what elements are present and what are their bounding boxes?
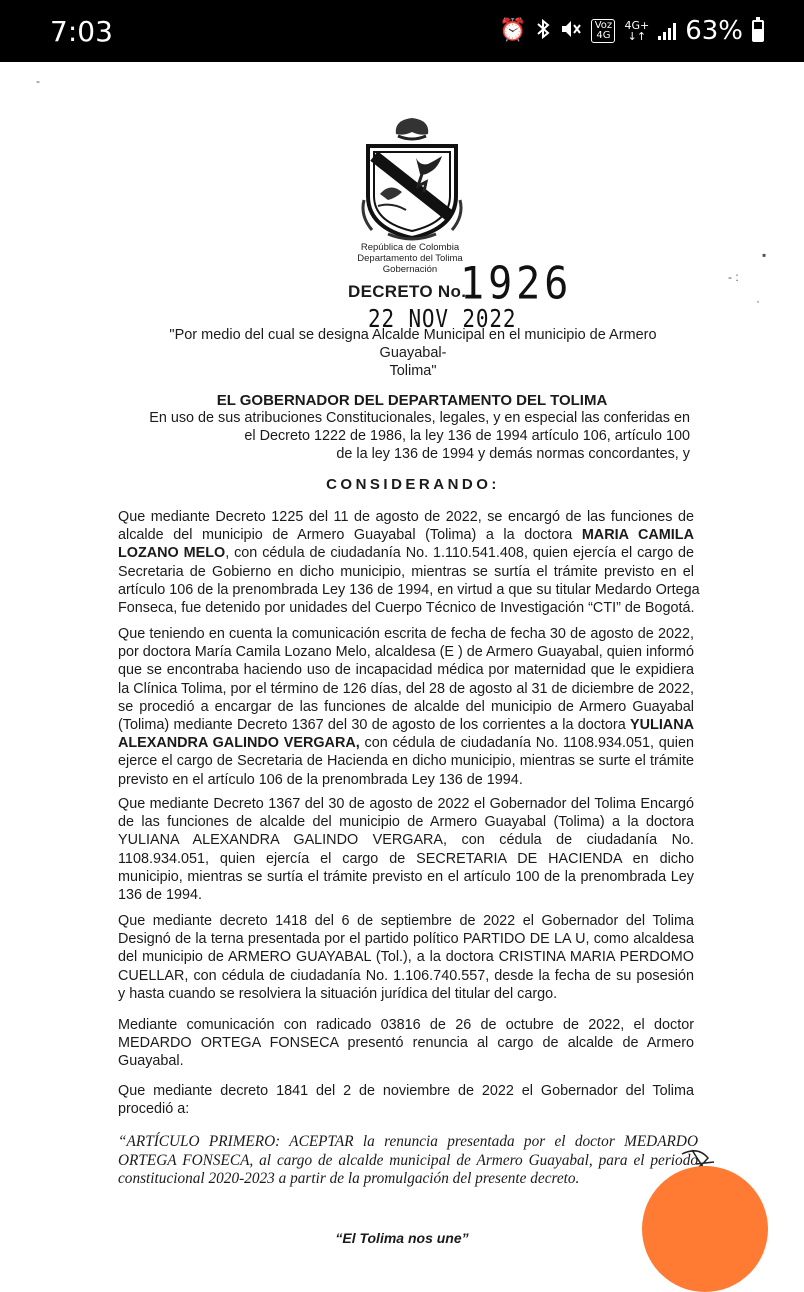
document-page[interactable] <box>0 62 804 1280</box>
quote-line: ORTEGA FONSECA, al cargo de alcalde municipal de Armero Guayabal, para el periodo <box>118 1151 698 1169</box>
gov-line: Gobernación <box>382 264 438 275</box>
text-segment: Que mediante decreto 1418 del 6 de septiembre de 2022 el Gobernador del Tolima <box>118 913 694 929</box>
attribution-line: de la ley 136 de 1994 y demás normas concordantes, y <box>336 446 690 462</box>
decreto-label: DECRETO No. <box>348 282 467 301</box>
paragraph-line <box>118 625 694 643</box>
bold-name: MARIA CAMILA <box>581 527 694 544</box>
network-4g-icon: 4G+ ↓↑ <box>624 19 650 43</box>
paragraph-line <box>118 831 694 849</box>
text-segment: Designó de la terna presentada por el partido político PARTIDO DE LA U, como alcaldesa <box>118 931 694 948</box>
article-quote <box>118 1133 698 1189</box>
paragraph-line <box>118 967 694 985</box>
text-segment: con cédula de ciudadanía No. 1108.934.051, quien <box>359 735 694 752</box>
paragraph-line <box>118 734 694 752</box>
text-segment: ejerce el cargo de Secretaria de Hacienda en dicho municipio, mientras se surte el trámite <box>118 753 694 770</box>
decreto-number: 1926 <box>460 258 573 310</box>
scan-speck: ▪ <box>762 248 767 262</box>
text-segment: que se encontraba haciendo uso de incapacidad médica por maternidad que le expidiera <box>118 662 694 679</box>
scan-speck: - <box>36 74 40 88</box>
text-segment: 1108.934.051, quien ejercía el cargo de SECRETARIA DE HACIENDA en dicho <box>118 850 694 867</box>
text-segment: artículo 106 de la prenombrada Ley 136 de 1994, en virtud a que su titular Medardo Ortega <box>118 581 700 598</box>
paragraph-line <box>118 1052 694 1070</box>
paragraph-line <box>118 948 694 966</box>
bluetooth-icon <box>535 18 551 45</box>
paragraph-line <box>118 508 694 526</box>
subject-line: "Por medio del cual se designa Alcalde Municipal en el municipio de Armero <box>169 327 657 343</box>
text-segment: alcalde del municipio de Armero Guayabal (Tolima) a la doctora <box>118 527 582 544</box>
bold-name: YULIANA <box>630 717 694 734</box>
considerando-heading: CONSIDERANDO: <box>326 476 500 493</box>
text-segment: la Clínica Tolima, por el término de 126 días, del 28 de agosto al 31 de diciembre de 2022, <box>118 680 694 697</box>
paragraph-line <box>118 599 694 617</box>
paragraph-line <box>118 716 694 734</box>
paragraph-line <box>118 813 694 831</box>
footer-slogan: “El Tolima nos une” <box>335 1230 469 1246</box>
text-segment: (Tolima) mediante Decreto 1367 del 30 de agosto de los corrientes a la doctora <box>118 717 631 734</box>
decreto-date-stamp: 22 NOV 2022 <box>368 304 517 333</box>
paragraph-line <box>118 930 694 948</box>
volte-icon: Voz 4G <box>591 19 615 43</box>
signal-icon <box>658 22 676 40</box>
bold-name: LOZANO MELO <box>118 545 226 562</box>
text-segment: Secretaria de Gobierno en dicho municipio, mientras se surtía el trámite previsto en el <box>118 563 694 580</box>
scan-speck: - : <box>728 270 739 284</box>
paragraph-line <box>118 544 694 562</box>
paragraph-line <box>118 1100 694 1118</box>
paragraph-line <box>118 752 694 770</box>
alarm-icon: ⏰ <box>499 18 527 43</box>
paragraph-line <box>118 526 694 544</box>
paragraph-line <box>118 661 694 679</box>
gov-line: Departamento del Tolima <box>357 253 463 264</box>
text-segment: Que mediante Decreto 1225 del 11 de agosto de 2022, se encargó de las funciones de <box>118 509 694 525</box>
decree-subject <box>118 326 708 380</box>
paragraph-line <box>118 643 694 661</box>
text-segment: Que mediante Decreto 1367 del 30 de agosto de 2022 el Gobernador del Tolima Encargó <box>118 796 694 812</box>
text-segment: municipio, mientras se surtía el trámite previsto en el artículo 100 de la prenombrada Ley <box>118 868 694 885</box>
text-segment: MEDARDO ORTEGA FONSECA presentó renuncia al cargo de alcalde de Armero <box>118 1035 694 1052</box>
text-segment: por doctora María Camila Lozano Melo, alcaldesa (E ) de Armero Guayabal, quien informó <box>118 644 694 661</box>
text-segment: procedió a: <box>118 1101 190 1118</box>
network-label: 4G+ <box>624 19 650 32</box>
paragraph-line <box>118 912 694 930</box>
text-segment: , con cédula de ciudadanía No. 1.110.541.408, quien ejercía el cargo de <box>225 545 694 562</box>
quote-line: constitucional 2020-2023 a partir de la promulgación del presente decreto. <box>118 1170 580 1187</box>
attribution-line: el Decreto 1222 de 1986, la ley 136 de 1994 artículo 106, artículo 100 <box>244 428 690 444</box>
paragraph-line <box>118 771 694 789</box>
considerando-paragraph <box>118 912 694 1003</box>
quote-line: “ARTÍCULO PRIMERO: ACEPTAR la renuncia presentada por el doctor MEDARDO <box>118 1133 698 1150</box>
paragraph-line <box>118 795 694 813</box>
considerando-paragraph <box>118 1016 694 1071</box>
paragraph-line <box>118 1082 694 1100</box>
paragraph-line <box>118 1034 694 1052</box>
paragraph-line <box>118 680 694 698</box>
considerando-paragraph <box>118 1082 694 1118</box>
considerando-paragraph <box>118 795 694 904</box>
paragraph-line <box>118 563 694 581</box>
status-icons <box>499 16 764 46</box>
paragraph-line <box>118 886 694 904</box>
text-segment: CUELLAR, con cédula de ciudadanía No. 1.106.740.557, desde la fecha de su posesión <box>118 967 694 984</box>
text-segment: se procedió a encargar de las funciones de alcalde del municipio de Armero Guayabal <box>118 698 694 715</box>
status-time: 7:03 <box>50 14 113 48</box>
text-segment: de las funciones de alcalde del municipio de Armero Guayabal (Tolima) a la doctora <box>118 814 694 831</box>
text-segment: previsto en el artículo 106 de la prenombrada Ley 136 de 1994. <box>118 771 523 788</box>
text-segment: y hasta cuando se resolviera la situación jurídica del titular del cargo. <box>118 985 558 1002</box>
paragraph-line <box>118 698 694 716</box>
text-segment: Guayabal. <box>118 1053 184 1070</box>
gov-line: República de Colombia <box>360 242 460 253</box>
text-segment: del municipio de ARMERO GUAYABAL (Tol.), a la doctora CRISTINA MARIA PERDOMO <box>118 949 694 966</box>
paragraph-line <box>118 850 694 868</box>
subject-line: Tolima" <box>389 363 437 379</box>
battery-fill <box>754 29 762 40</box>
text-segment: YULIANA ALEXANDRA GALINDO VERGARA, con cédula de ciudadanía No. <box>118 832 694 849</box>
paragraph-line <box>118 1016 694 1034</box>
considerando-paragraph <box>118 508 700 617</box>
considerando-paragraph <box>118 625 694 789</box>
bold-name: ALEXANDRA GALINDO VERGARA, <box>118 735 360 752</box>
paragraph-line <box>118 581 700 599</box>
text-segment: Mediante comunicación con radicado 03816 de 26 de octubre de 2022, el doctor <box>118 1017 694 1033</box>
tolima-coat-of-arms-icon <box>358 116 466 244</box>
battery-percent: 63% <box>685 16 743 46</box>
text-segment: 136 de 1994. <box>118 887 203 904</box>
text-segment: Que mediante decreto 1841 del 2 de noviembre de 2022 el Gobernador del Tolima <box>118 1083 694 1099</box>
attributions <box>100 409 690 463</box>
text-segment: Fonseca, fue detenido por unidades del Cuerpo Técnico de Investigación “CTI” de Bogotá. <box>118 600 695 617</box>
scan-speck: · <box>756 294 760 308</box>
subject-line: Guayabal- <box>379 345 447 361</box>
text-segment: Que teniendo en cuenta la comunicación escrita de fecha de fecha 30 de agosto de 2022, <box>118 626 694 642</box>
governor-title: EL GOBERNADOR DEL DEPARTAMENTO DEL TOLIMA <box>216 392 608 409</box>
mute-icon <box>560 19 582 44</box>
status-bar <box>0 0 804 62</box>
attribution-line: En uso de sus atribuciones Constitucionales, legales, y en especial las conferidas en <box>149 410 690 426</box>
battery-icon <box>752 20 764 42</box>
floating-action-button[interactable] <box>642 1166 768 1292</box>
paragraph-line <box>118 868 694 886</box>
paragraph-line <box>118 985 694 1003</box>
